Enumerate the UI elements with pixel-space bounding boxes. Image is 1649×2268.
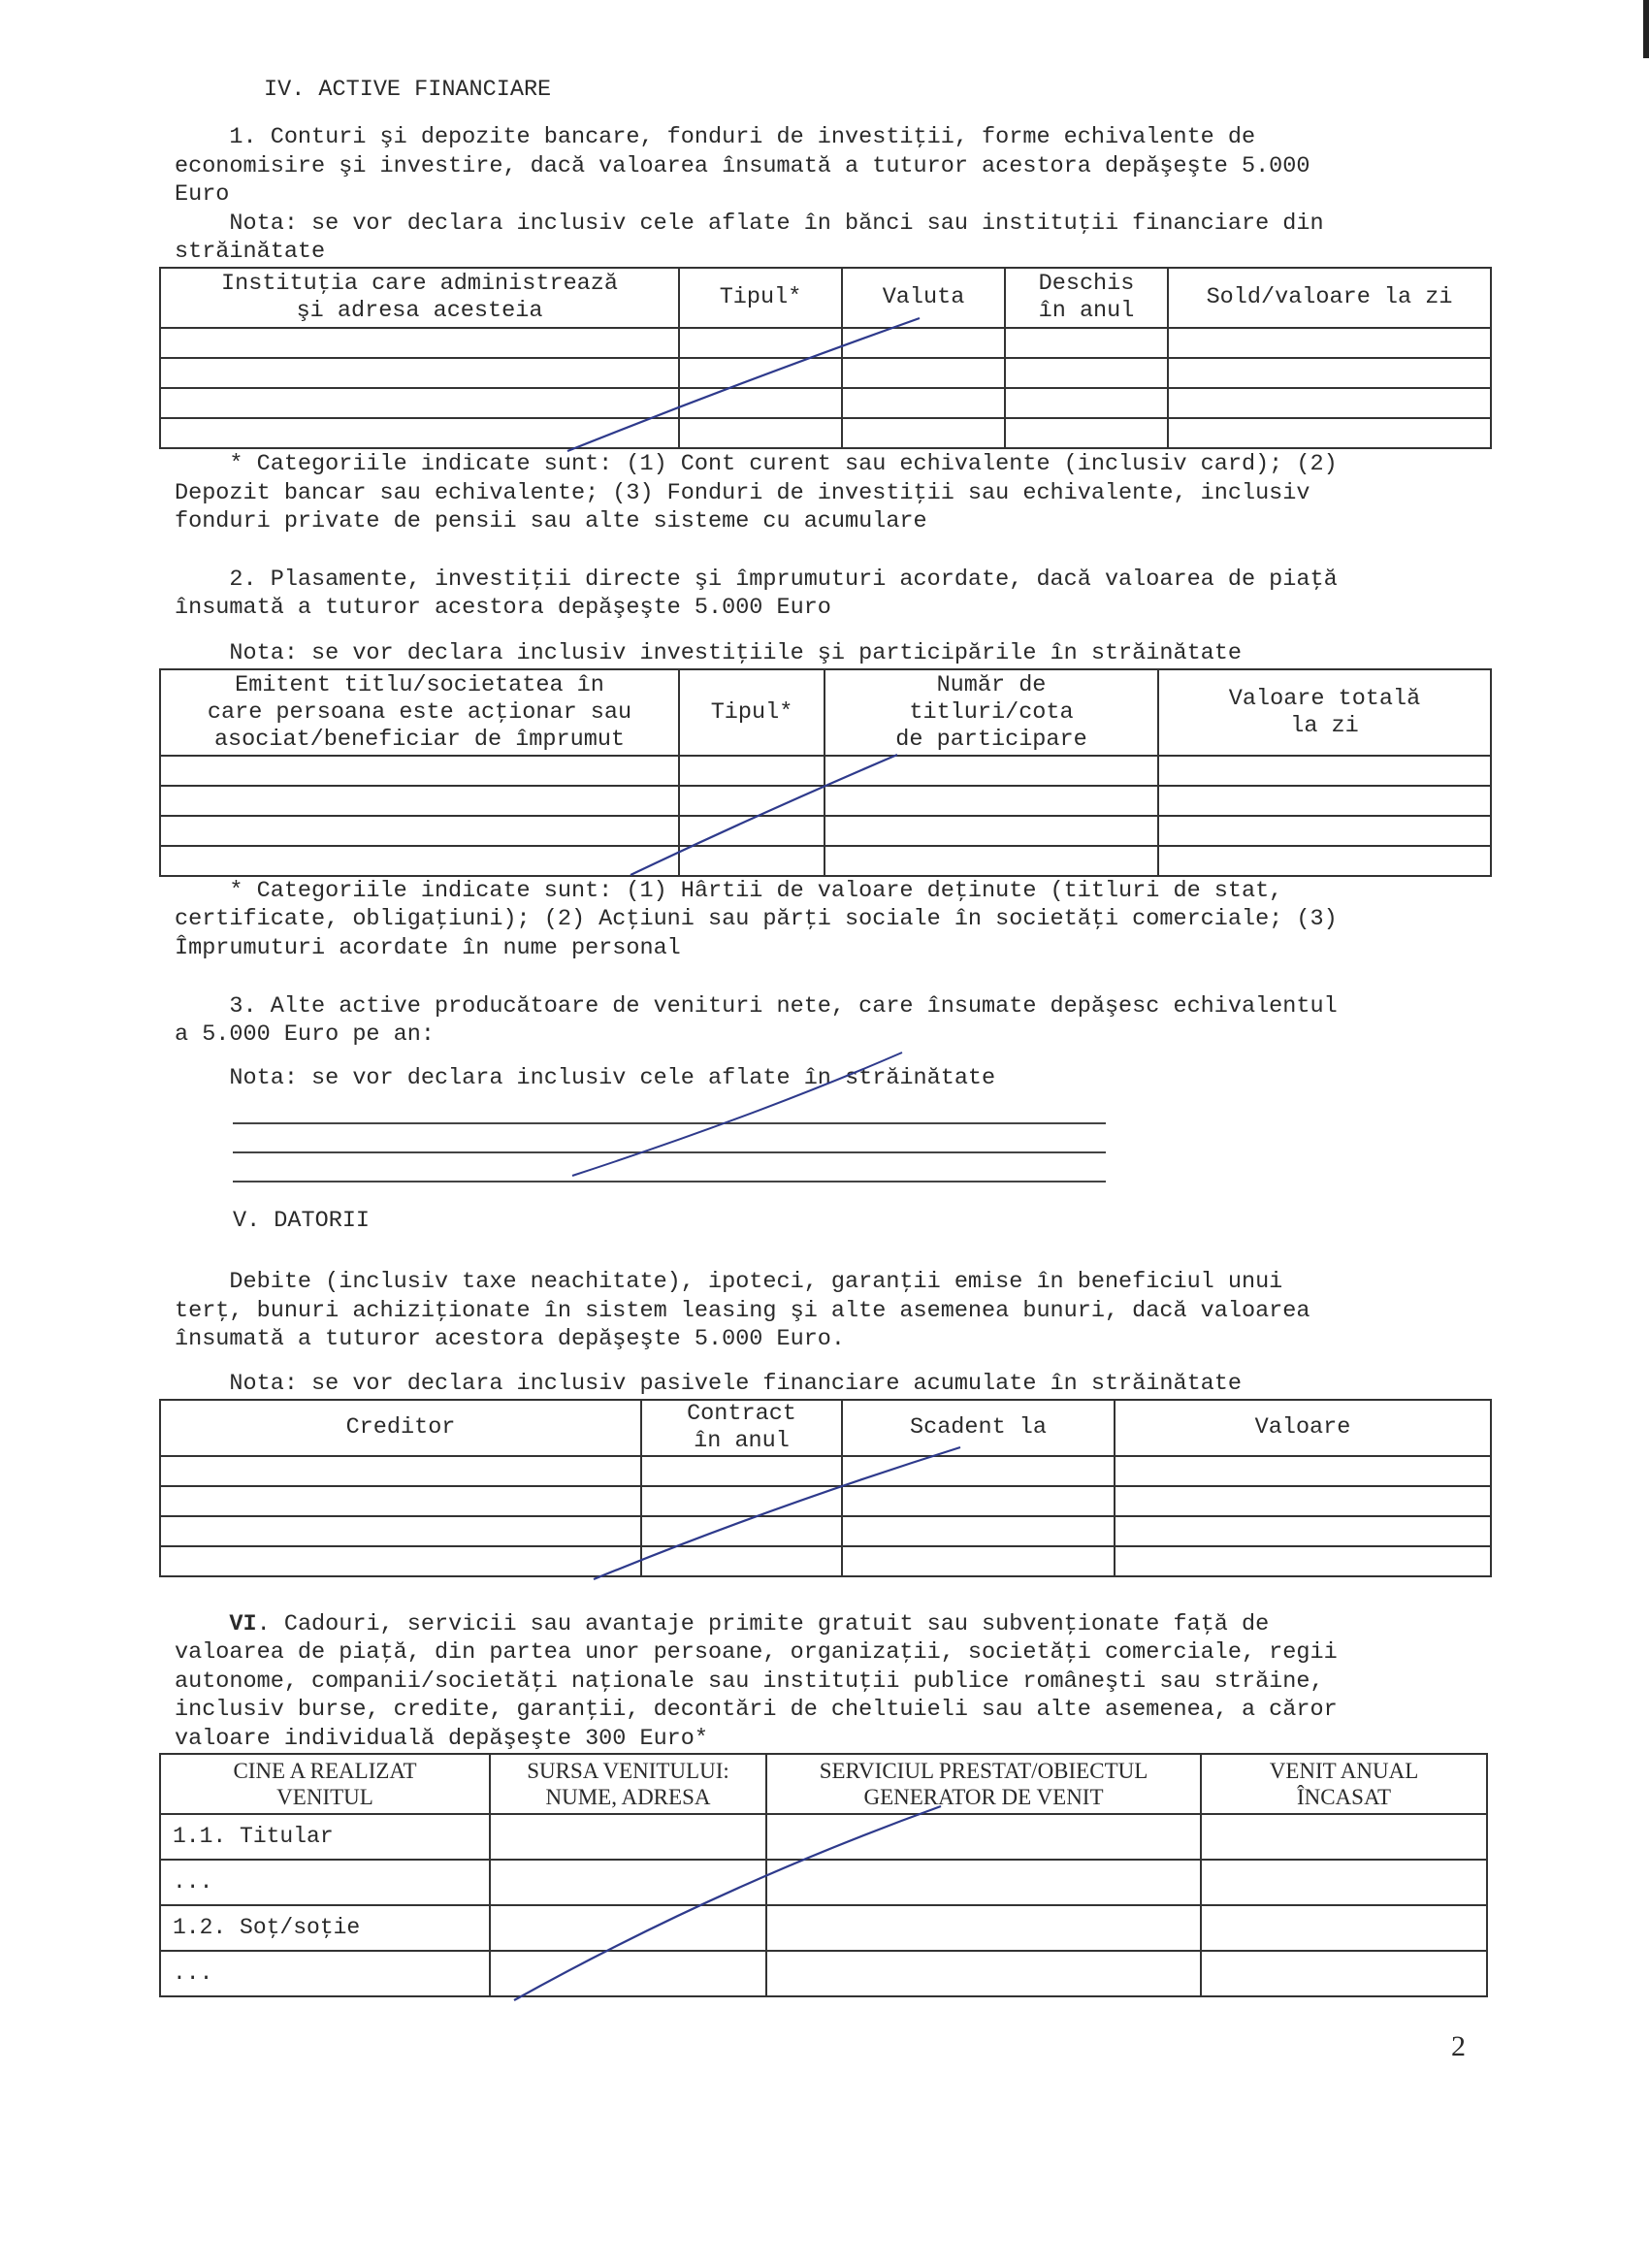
header-income-source: SURSA VENITULUI: NUME, ADRESA: [490, 1754, 766, 1814]
section-v-p-line3: însumată a tuturor acestora depăşeşte 5.000 Euro.: [175, 1326, 846, 1352]
table-row: [160, 1486, 1491, 1516]
table-row: [160, 1546, 1491, 1576]
section-iv-p3-line2: a 5.000 Euro pe an:: [175, 1021, 435, 1048]
accounts-table: [159, 267, 1492, 449]
header-type: Tipul*: [679, 268, 842, 328]
section-iv-p2-line1: 2. Plasamente, investiţii directe şi împrumuturi acordate, dacă valoarea de piaţă: [175, 567, 1338, 593]
section-vi-p-line3: autonome, companii/societăţi naţionale sau instituţii publice româneşti sau străine,: [175, 1669, 1324, 1695]
section-iv-note3: Nota: se vor declara inclusiv cele aflate în străinătate: [175, 1065, 996, 1091]
table-row: [160, 1456, 1491, 1486]
section-iv-note2: Nota: se vor declara inclusiv investiţiile şi participările în străinătate: [175, 640, 1242, 666]
section-vi-label: VI: [229, 1611, 257, 1637]
fill-line: [233, 1181, 1106, 1183]
table-row: [160, 388, 1491, 418]
footnote1-line1: * Categoriile indicate sunt: (1) Cont curent sau echivalente (inclusiv card); (2): [175, 451, 1338, 477]
table-row: [160, 1905, 1487, 1951]
investments-table: [159, 668, 1492, 877]
header-total-value: Valoare totală la zi: [1158, 669, 1491, 756]
header-issuer: Emitent titlu/societatea în care persoana este acţionar sau asociat/beneficiar de împrumut: [160, 669, 679, 756]
footnote2-line1: * Categoriile indicate sunt: (1) Hârtii de valoare deţinute (titluri de stat,: [175, 878, 1283, 904]
fill-line: [233, 1151, 1106, 1153]
header-type: Tipul*: [679, 669, 824, 756]
table-row: [160, 1860, 1487, 1905]
header-amount: Valoare: [1115, 1400, 1491, 1456]
section-vi-p-line5: valoare individuală depăşeşte 300 Euro*: [175, 1726, 708, 1752]
row-label: ...: [160, 1860, 490, 1905]
debts-table: [159, 1399, 1492, 1577]
section-iv-note1-line2: străinătate: [175, 239, 326, 265]
row-label: 1.1. Titular: [160, 1814, 490, 1860]
section-v-title: V. DATORII: [233, 1208, 371, 1234]
section-v-note: Nota: se vor declara inclusiv pasivele financiare acumulate în străinătate: [175, 1371, 1242, 1397]
section-v-p-line2: terţ, bunuri achiziţionate în sistem leasing şi alte asemenea bunuri, dacă valoarea: [175, 1298, 1310, 1324]
section-vi-p-line4: inclusiv burse, credite, garanţii, decontări de cheltuieli sau alte asemenea, a căror: [175, 1697, 1338, 1723]
table-row: [160, 816, 1491, 846]
table-row: [160, 418, 1491, 448]
header-contract-year: Contract în anul: [641, 1400, 842, 1456]
header-who-earned: CINE A REALIZAT VENITUL: [160, 1754, 490, 1814]
footnote2-line3: Împrumuturi acordate în nume personal: [175, 935, 681, 961]
section-vi-p-line1: VI. Cadouri, servicii sau avantaje primite gratuit sau subvenţionate faţă de: [229, 1611, 1270, 1637]
table-row: [160, 1814, 1487, 1860]
header-service: SERVICIUL PRESTAT/OBIECTUL GENERATOR DE VENIT: [766, 1754, 1201, 1814]
footnote1-line2: Depozit bancar sau echivalente; (3) Fonduri de investiţii sau echivalente, inclusiv: [175, 480, 1310, 506]
section-vi-p-line2: valoarea de piaţă, din partea unor persoane, organizaţii, societăţi comerciale, regii: [175, 1639, 1338, 1666]
fill-line: [233, 1122, 1106, 1124]
table-row: [160, 846, 1491, 876]
header-currency: Valuta: [842, 268, 1005, 328]
table-row: [160, 1951, 1487, 1996]
gifts-table: [159, 1753, 1488, 1997]
footnote1-line3: fonduri private de pensii sau alte sisteme cu acumulare: [175, 508, 927, 535]
header-opened-year: Deschis în anul: [1005, 268, 1168, 328]
header-due-date: Scadent la: [842, 1400, 1115, 1456]
table-row: [160, 358, 1491, 388]
section-iv-p1-line3: Euro: [175, 181, 230, 208]
table-row: [160, 756, 1491, 786]
footnote2-line2: certificate, obligaţiuni); (2) Acţiuni sau părţi sociale în societăţi comerciale; (3): [175, 906, 1338, 932]
header-institution: Instituţia care administrează şi adresa acesteia: [160, 268, 679, 328]
row-label: ...: [160, 1951, 490, 1996]
section-v-p-line1: Debite (inclusiv taxe neachitate), ipoteci, garanţii emise în beneficiul unui: [175, 1269, 1283, 1295]
section-iv-p1-line2: economisire şi investire, dacă valoarea însumată a tuturor acestora depăşeşte 5.000: [175, 153, 1310, 179]
section-iv-p1-line1: 1. Conturi şi depozite bancare, fonduri de investiţii, forme echivalente de: [175, 124, 1256, 150]
table-row: [160, 786, 1491, 816]
table-row: [160, 328, 1491, 358]
section-iv-p2-line2: însumată a tuturor acestora depăşeşte 5.000 Euro: [175, 595, 831, 621]
scan-edge: [1643, 0, 1649, 58]
table-row: [160, 1516, 1491, 1546]
section-iv-title: IV. ACTIVE FINANCIARE: [264, 77, 552, 103]
section-iv-note1-line1: Nota: se vor declara inclusiv cele aflate în bănci sau instituţii financiare din: [175, 211, 1324, 237]
header-shares: Număr de titluri/cota de participare: [824, 669, 1158, 756]
header-annual-income: VENIT ANUAL ÎNCASAT: [1201, 1754, 1487, 1814]
section-iv-p3-line1: 3. Alte active producătoare de venituri nete, care însumate depăşesc echivalentul: [175, 993, 1338, 1020]
header-balance: Sold/valoare la zi: [1168, 268, 1491, 328]
row-label: 1.2. Soţ/soţie: [160, 1905, 490, 1951]
page-number: 2: [1451, 2030, 1466, 2062]
header-creditor: Creditor: [160, 1400, 641, 1456]
